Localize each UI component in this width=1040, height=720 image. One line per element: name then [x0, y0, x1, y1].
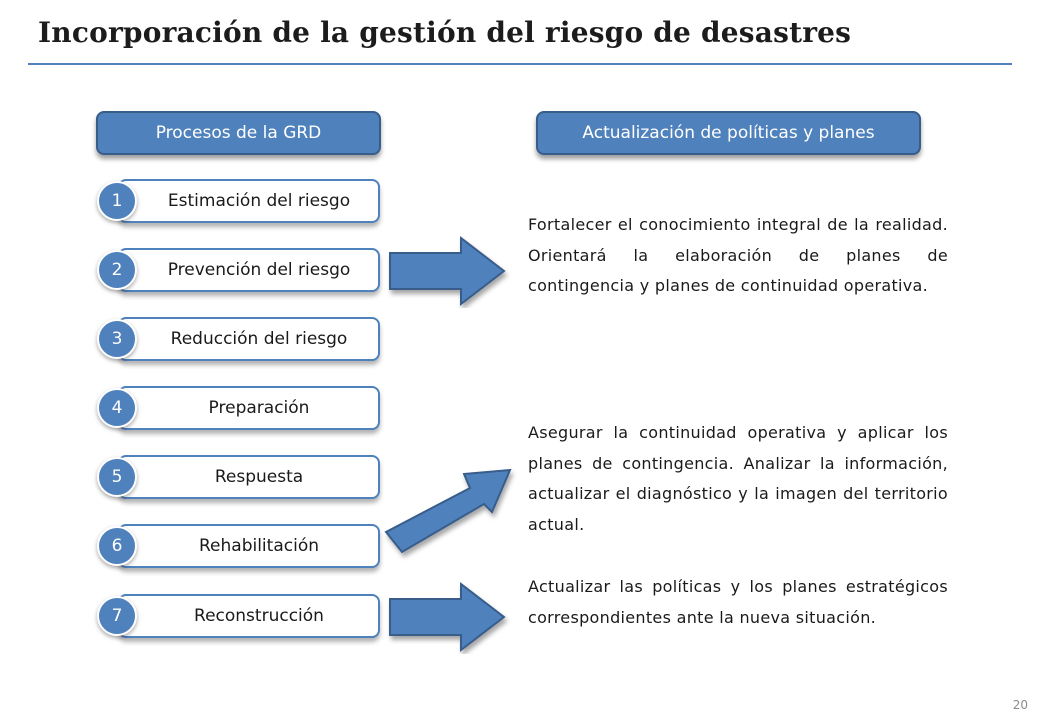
- description-text-3: Actualizar las políticas y los planes estratégicos correspondientes ante la nueva situación.: [528, 577, 948, 627]
- page-title: Incorporación de la gestión del riesgo de desastres: [38, 16, 852, 49]
- process-number-badge-3: 3: [97, 319, 137, 359]
- process-number-badge-7: 7: [97, 596, 137, 636]
- arrow-right-icon: [384, 580, 514, 654]
- process-box-1: [118, 179, 380, 223]
- process-number-badge-6: 6: [97, 526, 137, 566]
- arrow-right-icon: [384, 234, 514, 308]
- page-number: 20: [1012, 698, 1028, 712]
- process-number-badge-2: 2: [97, 250, 137, 290]
- header-procesos-grd: Procesos de la GRD: [96, 111, 381, 155]
- process-number-badge-1: 1: [97, 181, 137, 221]
- process-number-badge-4: 4: [97, 388, 137, 428]
- title-divider: [28, 63, 1012, 65]
- process-box-3: [118, 317, 380, 361]
- description-text-1: Fortalecer el conocimiento integral de la realidad. Orientará la elaboración de planes de contingencia y planes de continuidad operativa.: [528, 215, 948, 295]
- process-label-2: Prevención del riesgo: [167, 260, 351, 280]
- process-box-5: [118, 455, 380, 499]
- process-label-7: Reconstrucción: [194, 606, 324, 626]
- process-label-1: Estimación del riesgo: [167, 191, 351, 211]
- process-box-6: [118, 524, 380, 568]
- process-box-4: [118, 386, 380, 430]
- process-box-7: [118, 594, 380, 638]
- process-number-badge-5: 5: [97, 457, 137, 497]
- process-label-3: Reducción del riesgo: [170, 329, 348, 349]
- process-label-5: Respuesta: [214, 467, 304, 487]
- description-text-2: Asegurar la continuidad operativa y aplicar los planes de contingencia. Analizar la información, actualizar el diagnóstico y la imagen del territorio actual.: [528, 423, 948, 534]
- process-label-6: Rehabilitación: [199, 536, 319, 556]
- arrow-diagonal-up-right-icon: [380, 460, 520, 570]
- header-actualizacion-politicas: Actualización de políticas y planes: [536, 111, 921, 155]
- process-box-2: [118, 248, 380, 292]
- process-label-4: Preparación: [208, 398, 310, 418]
